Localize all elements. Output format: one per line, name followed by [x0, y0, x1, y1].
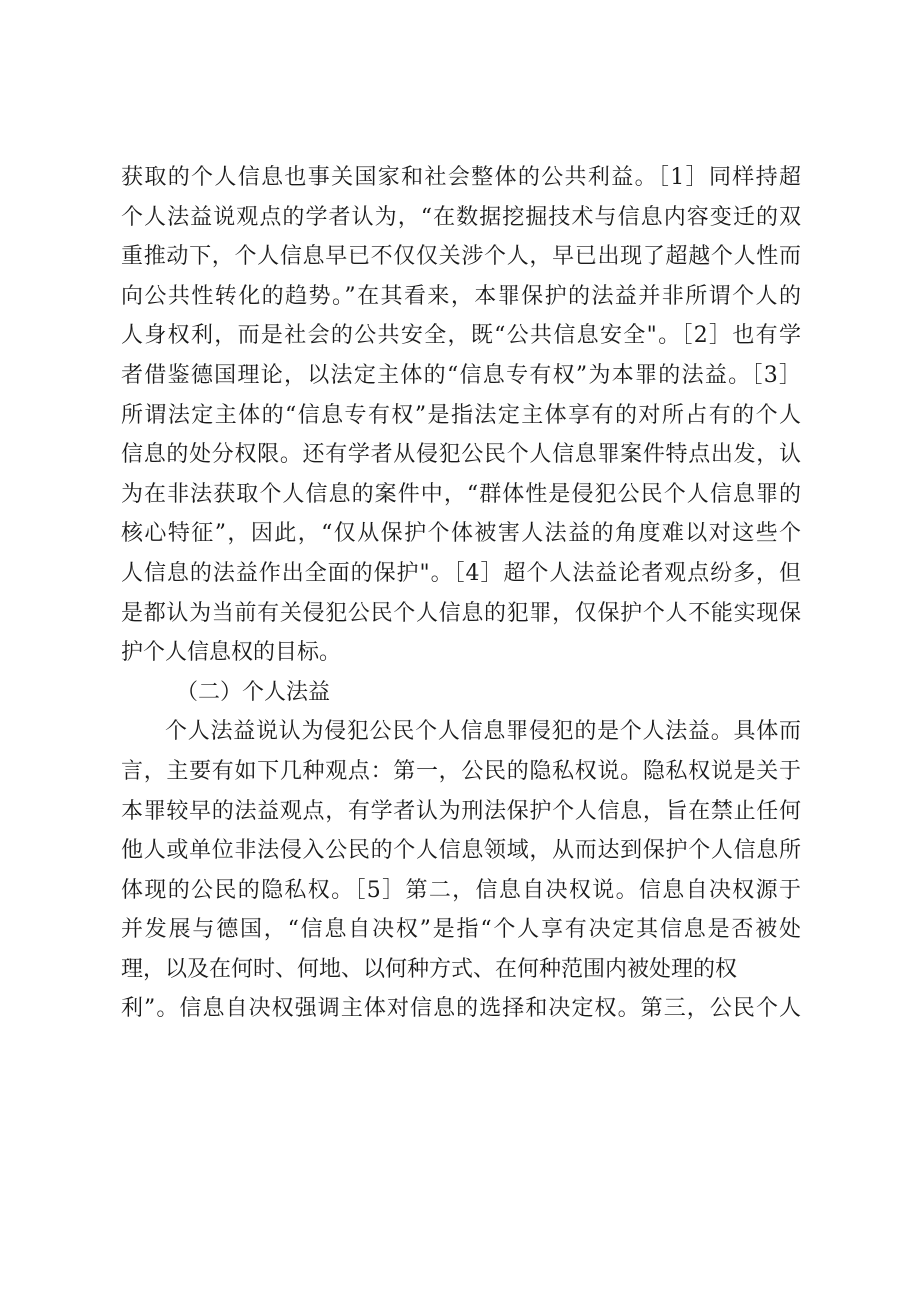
text-line: 是都认为当前有关侵犯公民个人信息的犯罪，仅保护个人不能实现保	[121, 600, 801, 626]
text-line: 理，以及在何时、何地、以何种方式、在何种范围内被处理的权	[121, 956, 738, 982]
text-line: 他人或单位非法侵入公民的个人信息领域，从而达到保护个人信息所	[121, 838, 801, 864]
text-line: 言，主要有如下几种观点：第一，公民的隐私权说。隐私权说是关于	[121, 758, 801, 784]
text-line: 体现的公民的隐私权。［5］第二，信息自决权说。信息自决权源于	[121, 877, 801, 903]
text-line: 人信息的法益作出全面的保护"。［4］超个人法益论者观点纷多，但	[121, 560, 801, 586]
text-line: 所谓法定主体的“信息专有权”是指法定主体享有的对所占有的个人	[121, 402, 801, 428]
text-line: 为在非法获取个人信息的案件中，“群体性是侵犯公民个人信息罪的	[121, 481, 801, 507]
body-text	[121, 158, 801, 1029]
text-line: 护个人信息权的目标。	[121, 640, 342, 666]
text-line: 个人法益说观点的学者认为，“在数据挖掘技术与信息内容变迁的双	[121, 204, 801, 230]
text-line: 获取的个人信息也事关国家和社会整体的公共利益。［1］同样持超	[121, 165, 801, 190]
text-line: 本罪较早的法益观点，有学者认为刑法保护个人信息，旨在禁止任何	[121, 798, 801, 824]
text-line: 利”。信息自决权强调主体对信息的选择和决定权。第三，公民个人	[121, 996, 801, 1022]
text-line: 个人法益说认为侵犯公民个人信息罪侵犯的是个人法益。具体而	[165, 719, 801, 745]
text-line: 人身权利，而是社会的公共安全，既“公共信息安全"。［2］也有学	[121, 323, 801, 349]
text-line: 核心特征”，因此，“仅从保护个体被害人法益的角度难以对这些个	[121, 521, 801, 547]
section-heading: （二）个人法益	[176, 679, 331, 705]
text-line: 重推动下，个人信息早已不仅仅关涉个人，早已出现了超越个人性而	[121, 244, 801, 270]
text-line: 信息的处分权限。还有学者从侵犯公民个人信息罪案件特点出发，认	[121, 442, 801, 468]
text-line: 向公共性转化的趋势。”在其看来，本罪保护的法益并非所谓个人的	[121, 283, 801, 309]
text-line: 并发展与德国，“信息自决权”是指“个人享有决定其信息是否被处	[121, 917, 801, 943]
text-line: 者借鉴德国理论，以法定主体的“信息专有权”为本罪的法益。［3］	[121, 362, 801, 388]
